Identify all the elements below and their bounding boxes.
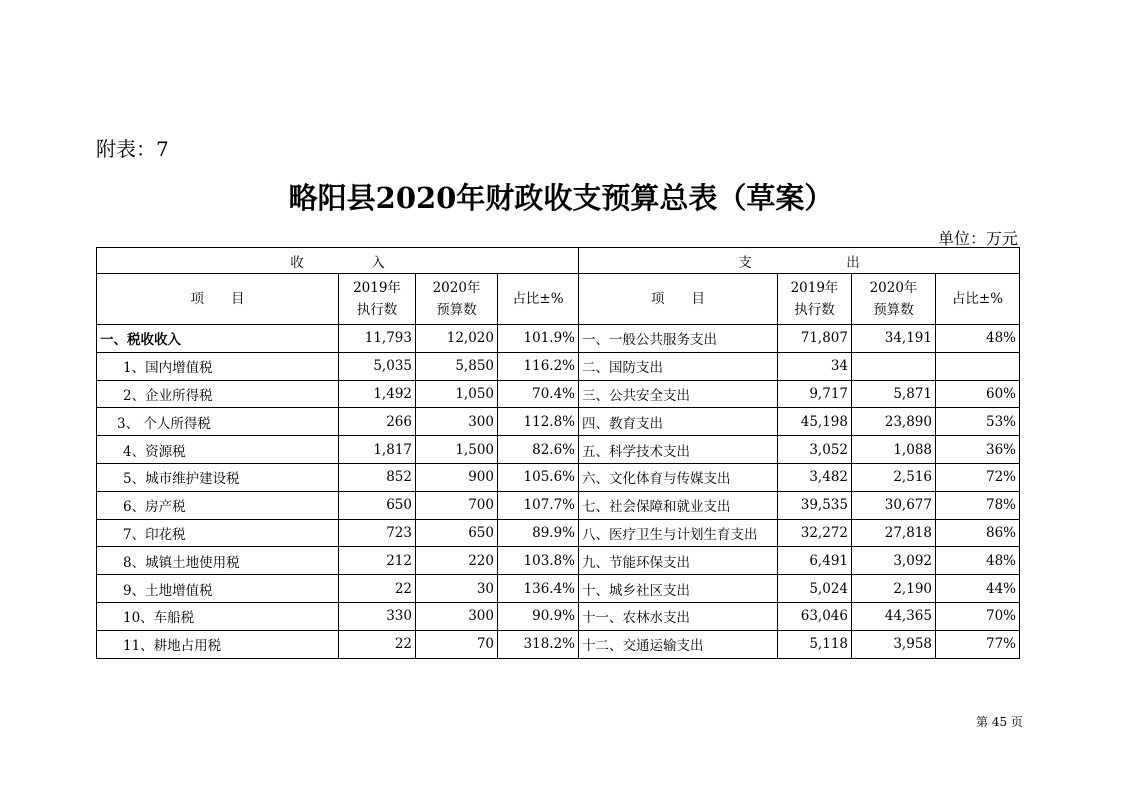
expense-ratio-cell: 44% [936,575,1020,603]
income-item-cell: 11、耕地占用税 [97,630,339,658]
expense-2019-header: 2019年 执行数 [778,274,852,325]
expense-ratio-header: 占比±% [936,274,1020,325]
expense-ratio-cell: 78% [936,491,1020,519]
expense-item-cell: 一、一般公共服务支出 [579,325,778,353]
income-ratio-cell: 103.8% [498,547,579,575]
income-ratio-cell: 112.8% [498,408,579,436]
income-ratio-cell: 70.4% [498,380,579,408]
income-item-cell: 8、城镇土地使用税 [97,547,339,575]
table-row [97,602,1020,630]
income-2019-cell: 1,492 [339,380,416,408]
expense-item-cell: 十二、交通运输支出 [579,630,778,658]
section-header-row [97,248,1020,274]
expense-ratio-cell: 48% [936,325,1020,353]
income-ratio-cell: 89.9% [498,519,579,547]
income-item-cell: 7、印花税 [97,519,339,547]
expense-ratio-cell: 72% [936,463,1020,491]
expense-2020-cell: 34,191 [852,325,936,353]
expense-2019-cell: 3,052 [778,436,852,464]
table-row [97,575,1020,603]
income-2020-cell: 300 [416,602,498,630]
expense-2020-cell: 3,958 [852,630,936,658]
income-2019-cell: 5,035 [339,352,416,380]
income-ratio-header: 占比±% [498,274,579,325]
income-item-cell: 6、房产税 [97,491,339,519]
expense-2019-cell: 34 [778,352,852,380]
expense-2019-cell: 39,535 [778,491,852,519]
income-item-cell: 4、资源税 [97,436,339,464]
expense-2019-cell: 5,118 [778,630,852,658]
expense-item-cell: 八、医疗卫生与计划生育支出 [579,519,778,547]
column-header-row [97,274,1020,325]
income-2020-cell: 1,500 [416,436,498,464]
income-2020-header: 2020年 预算数 [416,274,498,325]
table-row [97,325,1020,353]
expense-2019-cell: 5,024 [778,575,852,603]
income-2020-cell: 650 [416,519,498,547]
income-item-header: 项 目 [97,274,339,325]
income-2019-header: 2019年 执行数 [339,274,416,325]
income-item-cell: 1、国内增值税 [97,352,339,380]
expense-item-cell: 十、城乡社区支出 [579,575,778,603]
expense-item-cell: 二、国防支出 [579,352,778,380]
income-item-cell: 3、 个人所得税 [97,408,339,436]
income-ratio-cell: 136.4% [498,575,579,603]
expense-item-cell: 七、社会保障和就业支出 [579,491,778,519]
expense-2020-cell [852,352,936,380]
expense-2020-cell: 3,092 [852,547,936,575]
income-2019-cell: 212 [339,547,416,575]
expense-item-cell: 五、科学技术支出 [579,436,778,464]
income-2020-cell: 700 [416,491,498,519]
expense-2019-cell: 32,272 [778,519,852,547]
expense-2019-cell: 3,482 [778,463,852,491]
expense-2019-cell: 6,491 [778,547,852,575]
table-body [97,325,1020,659]
income-ratio-cell: 105.6% [498,463,579,491]
income-item-cell: 10、车船税 [97,602,339,630]
unit-label: 单位：万元 [937,229,1018,248]
income-section-header: 收 入 [97,248,579,274]
expense-2020-cell: 2,516 [852,463,936,491]
income-item-cell: 2、企业所得税 [97,380,339,408]
page-title: 略阳县2020年财政收支预算总表（草案） [288,181,834,215]
table-row [97,463,1020,491]
expense-2019-cell: 9,717 [778,380,852,408]
income-2019-cell: 22 [339,575,416,603]
expense-item-cell: 九、节能环保支出 [579,547,778,575]
page-number: 第 45 页 [976,715,1023,729]
expense-ratio-cell: 36% [936,436,1020,464]
expense-2019-cell: 71,807 [778,325,852,353]
table-row [97,491,1020,519]
income-2019-cell: 330 [339,602,416,630]
table-row [97,519,1020,547]
income-2020-cell: 220 [416,547,498,575]
expense-item-cell: 六、文化体育与传媒支出 [579,463,778,491]
attachment-label: 附表：7 [96,137,169,161]
table-row [97,630,1020,658]
expense-2020-cell: 30,677 [852,491,936,519]
income-ratio-cell: 318.2% [498,630,579,658]
income-ratio-cell: 107.7% [498,491,579,519]
income-2020-cell: 12,020 [416,325,498,353]
expense-2020-cell: 1,088 [852,436,936,464]
income-item-cell: 5、城市维护建设税 [97,463,339,491]
expense-ratio-cell: 60% [936,380,1020,408]
table-row [97,380,1020,408]
income-2019-cell: 1,817 [339,436,416,464]
expense-ratio-cell: 77% [936,630,1020,658]
income-2019-cell: 650 [339,491,416,519]
expense-2020-cell: 5,871 [852,380,936,408]
expense-item-header: 项 目 [579,274,778,325]
income-2019-cell: 266 [339,408,416,436]
income-2020-cell: 5,850 [416,352,498,380]
income-2020-cell: 300 [416,408,498,436]
table-row [97,547,1020,575]
income-2019-cell: 22 [339,630,416,658]
income-ratio-cell: 101.9% [498,325,579,353]
expense-item-cell: 四、教育支出 [579,408,778,436]
expense-2020-cell: 2,190 [852,575,936,603]
income-2019-cell: 852 [339,463,416,491]
table-row [97,408,1020,436]
expense-2019-cell: 45,198 [778,408,852,436]
income-item-cell: 一、税收收入 [97,325,339,353]
expense-2020-cell: 27,818 [852,519,936,547]
expense-item-cell: 三、公共安全支出 [579,380,778,408]
expense-2020-cell: 23,890 [852,408,936,436]
expense-ratio-cell: 53% [936,408,1020,436]
income-2020-cell: 900 [416,463,498,491]
expense-ratio-cell: 48% [936,547,1020,575]
expense-section-header: 支 出 [579,248,1020,274]
income-2019-cell: 723 [339,519,416,547]
income-2020-cell: 30 [416,575,498,603]
income-2019-cell: 11,793 [339,325,416,353]
table-row [97,352,1020,380]
expense-2020-header: 2020年 预算数 [852,274,936,325]
income-ratio-cell: 82.6% [498,436,579,464]
expense-ratio-cell [936,352,1020,380]
budget-table [96,247,1020,659]
income-2020-cell: 1,050 [416,380,498,408]
income-ratio-cell: 116.2% [498,352,579,380]
expense-2020-cell: 44,365 [852,602,936,630]
expense-ratio-cell: 86% [936,519,1020,547]
expense-item-cell: 十一、农林水支出 [579,602,778,630]
expense-2019-cell: 63,046 [778,602,852,630]
income-item-cell: 9、土地增值税 [97,575,339,603]
expense-ratio-cell: 70% [936,602,1020,630]
income-2020-cell: 70 [416,630,498,658]
table-row [97,436,1020,464]
income-ratio-cell: 90.9% [498,602,579,630]
